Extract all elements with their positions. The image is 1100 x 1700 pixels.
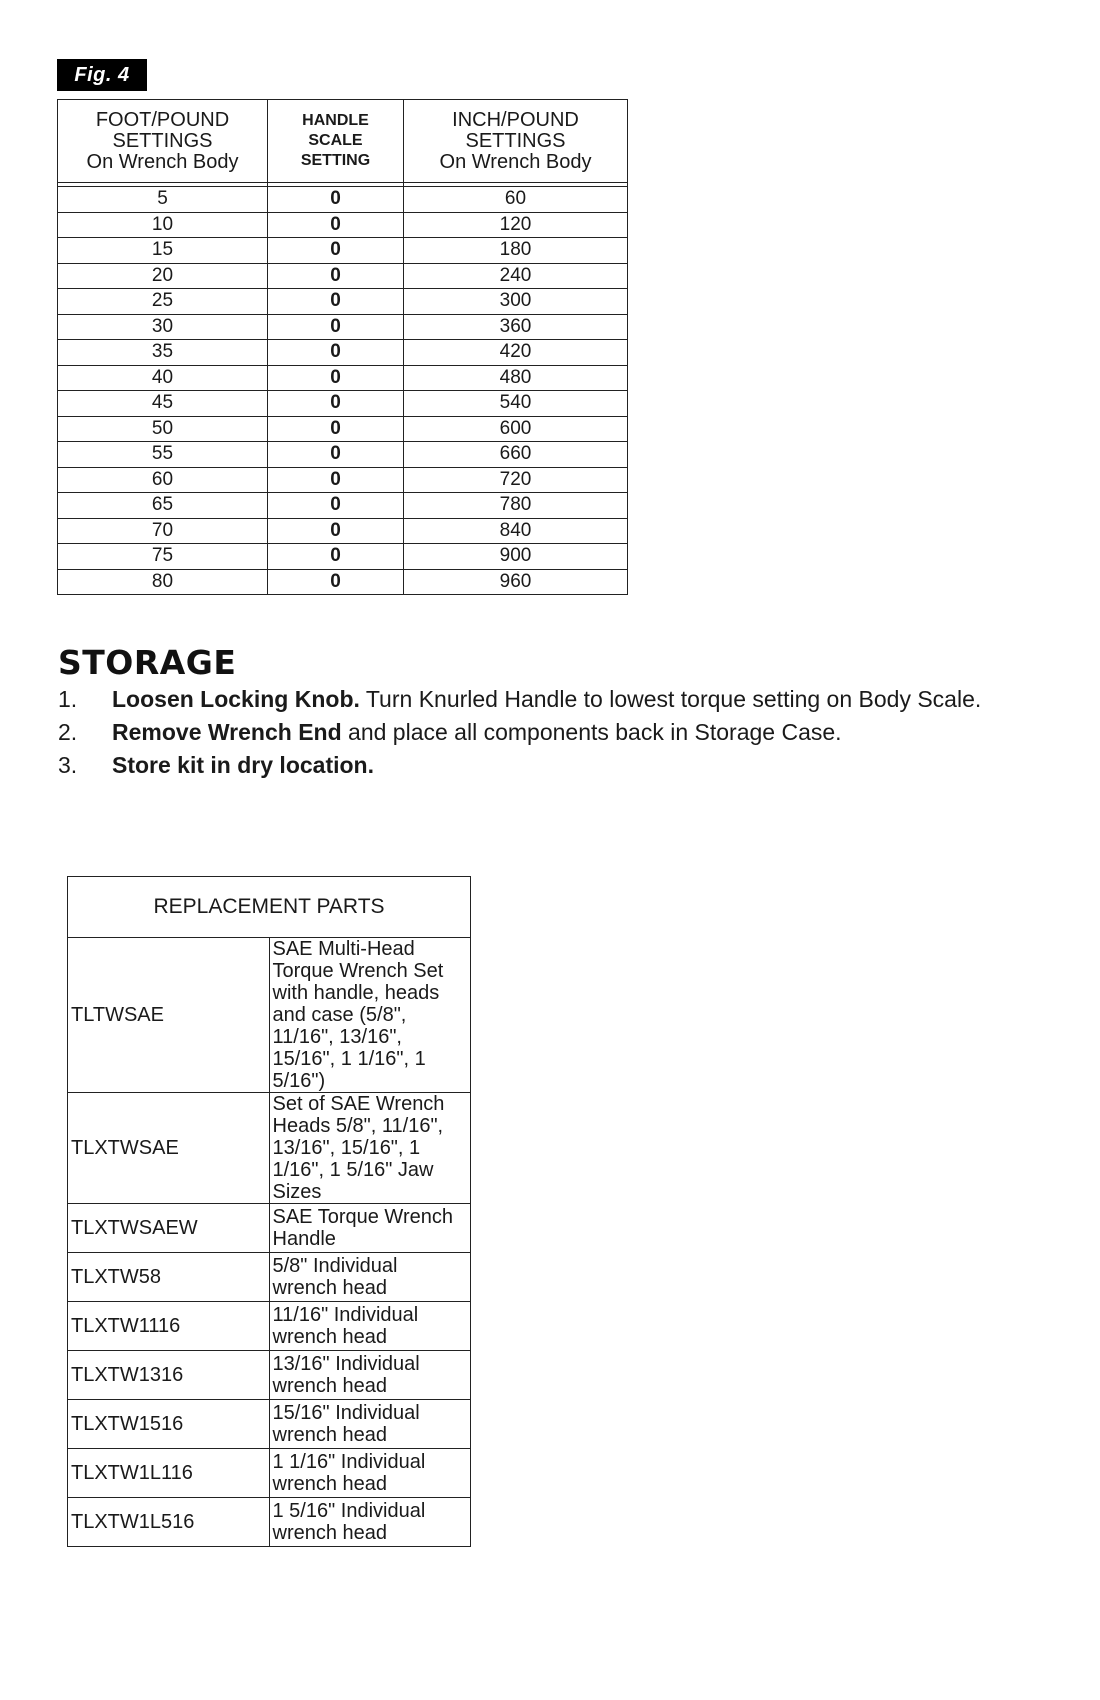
foot-pound-cell: 80: [58, 569, 268, 595]
parts-row: [68, 1498, 471, 1547]
part-description: SAE Multi-Head Torque Wrench Set with handle, heads and case (5/8", 11/16", 13/16", 15/16", 1 1/16", 1 5/16"): [269, 938, 471, 1093]
foot-pound-header: [58, 100, 268, 183]
inch-pound-cell: 480: [404, 365, 628, 391]
torque-table-row: [58, 416, 628, 442]
torque-settings-table: [57, 99, 628, 595]
inch-pound-header-line2: On Wrench Body: [439, 150, 592, 173]
foot-pound-cell: 20: [58, 263, 268, 289]
foot-pound-cell: 45: [58, 391, 268, 417]
torque-table-row: [58, 314, 628, 340]
parts-row: [68, 1400, 471, 1449]
handle-scale-cell: 0: [268, 314, 404, 340]
inch-pound-cell: 60: [404, 187, 628, 213]
figure-label: Fig. 4: [57, 59, 147, 91]
foot-pound-cell: 40: [58, 365, 268, 391]
inch-pound-cell: 900: [404, 544, 628, 570]
part-code: TLTWSAE: [68, 938, 270, 1093]
part-description: 11/16" Individual wrench head: [269, 1302, 471, 1351]
foot-pound-cell: 55: [58, 442, 268, 468]
parts-table-title: REPLACEMENT PARTS: [68, 877, 471, 938]
storage-step: [58, 749, 981, 782]
foot-pound-cell: 10: [58, 212, 268, 238]
torque-table-row: [58, 493, 628, 519]
foot-pound-header-line1: FOOT/POUND SETTINGS: [95, 108, 230, 152]
handle-scale-cell: 0: [268, 467, 404, 493]
part-description: 5/8" Individual wrench head: [269, 1253, 471, 1302]
storage-step-bold: Loosen Locking Knob.: [112, 686, 360, 712]
parts-row: [68, 1449, 471, 1498]
foot-pound-cell: 65: [58, 493, 268, 519]
handle-scale-cell: 0: [268, 365, 404, 391]
inch-pound-cell: 780: [404, 493, 628, 519]
inch-pound-cell: 240: [404, 263, 628, 289]
part-code: TLXTW58: [68, 1253, 270, 1302]
handle-scale-header-line2: SCALE: [308, 132, 363, 149]
handle-scale-cell: 0: [268, 289, 404, 315]
foot-pound-cell: 15: [58, 238, 268, 264]
storage-step-text: Turn Knurled Handle to lowest torque setting on Body Scale.: [359, 686, 982, 712]
parts-row: [68, 1351, 471, 1400]
torque-table-row: [58, 187, 628, 213]
storage-step-bold: Store kit in dry location.: [112, 752, 374, 778]
parts-row: [68, 938, 471, 1093]
foot-pound-cell: 25: [58, 289, 268, 315]
torque-table-row: [58, 340, 628, 366]
part-code: TLXTW1116: [68, 1302, 270, 1351]
parts-row: [68, 1253, 471, 1302]
torque-table-row: [58, 467, 628, 493]
part-code: TLXTWSAEW: [68, 1204, 270, 1253]
torque-table-row: [58, 238, 628, 264]
handle-scale-cell: 0: [268, 442, 404, 468]
inch-pound-cell: 120: [404, 212, 628, 238]
handle-scale-cell: 0: [268, 238, 404, 264]
storage-step-number: 3.: [58, 752, 78, 778]
torque-table-row: [58, 518, 628, 544]
foot-pound-cell: 35: [58, 340, 268, 366]
storage-step-bold: Remove Wrench End: [112, 719, 342, 745]
handle-scale-cell: 0: [268, 212, 404, 238]
handle-scale-cell: 0: [268, 518, 404, 544]
inch-pound-cell: 420: [404, 340, 628, 366]
part-description: 1 5/16" Individual wrench head: [269, 1498, 471, 1547]
handle-scale-cell: 0: [268, 391, 404, 417]
storage-step: [58, 683, 981, 716]
torque-table-row: [58, 569, 628, 595]
foot-pound-cell: 5: [58, 187, 268, 213]
storage-steps-list: [58, 683, 981, 782]
torque-table-row: [58, 212, 628, 238]
torque-table-row: [58, 263, 628, 289]
part-description: 1 1/16" Individual wrench head: [269, 1449, 471, 1498]
storage-heading: STORAGE: [58, 643, 237, 682]
part-code: TLXTW1L116: [68, 1449, 270, 1498]
inch-pound-cell: 300: [404, 289, 628, 315]
storage-step-number: 1.: [58, 686, 78, 712]
foot-pound-header-line2: On Wrench Body: [86, 150, 239, 173]
torque-table-row: [58, 544, 628, 570]
torque-table-row: [58, 391, 628, 417]
inch-pound-cell: 840: [404, 518, 628, 544]
torque-table-body: [58, 183, 628, 595]
torque-table-row: [58, 289, 628, 315]
storage-step: [58, 716, 981, 749]
part-description: 15/16" Individual wrench head: [269, 1400, 471, 1449]
replacement-parts-table: [67, 876, 471, 1547]
foot-pound-cell: 75: [58, 544, 268, 570]
storage-step-number: 2.: [58, 719, 78, 745]
inch-pound-cell: 660: [404, 442, 628, 468]
handle-scale-cell: 0: [268, 569, 404, 595]
handle-scale-cell: 0: [268, 493, 404, 519]
handle-scale-header: [268, 100, 404, 183]
foot-pound-cell: 60: [58, 467, 268, 493]
part-code: TLXTW1516: [68, 1400, 270, 1449]
foot-pound-cell: 30: [58, 314, 268, 340]
handle-scale-cell: 0: [268, 263, 404, 289]
part-description: SAE Torque Wrench Handle: [269, 1204, 471, 1253]
parts-row: [68, 1204, 471, 1253]
part-description: Set of SAE Wrench Heads 5/8", 11/16", 13/16", 15/16", 1 1/16", 1 5/16" Jaw Sizes: [269, 1093, 471, 1204]
handle-scale-cell: 0: [268, 340, 404, 366]
inch-pound-cell: 600: [404, 416, 628, 442]
storage-step-text: and place all components back in Storage Case.: [341, 719, 842, 745]
foot-pound-cell: 70: [58, 518, 268, 544]
torque-table-header-row: [58, 100, 628, 183]
inch-pound-cell: 960: [404, 569, 628, 595]
inch-pound-cell: 180: [404, 238, 628, 264]
foot-pound-cell: 50: [58, 416, 268, 442]
part-description: 13/16" Individual wrench head: [269, 1351, 471, 1400]
part-code: TLXTW1L516: [68, 1498, 270, 1547]
inch-pound-header-line1: INCH/POUND SETTINGS: [452, 108, 579, 152]
inch-pound-cell: 720: [404, 467, 628, 493]
parts-title-row: [68, 877, 471, 938]
handle-scale-header-line1: HANDLE: [302, 112, 369, 129]
handle-scale-cell: 0: [268, 544, 404, 570]
inch-pound-cell: 360: [404, 314, 628, 340]
handle-scale-cell: 0: [268, 416, 404, 442]
handle-scale-header-line3: SETTING: [300, 152, 371, 169]
handle-scale-cell: 0: [268, 187, 404, 213]
torque-table-row: [58, 442, 628, 468]
inch-pound-header: [404, 100, 628, 183]
inch-pound-cell: 540: [404, 391, 628, 417]
parts-row: [68, 1093, 471, 1204]
parts-row: [68, 1302, 471, 1351]
part-code: TLXTW1316: [68, 1351, 270, 1400]
part-code: TLXTWSAE: [68, 1093, 270, 1204]
torque-table-row: [58, 365, 628, 391]
